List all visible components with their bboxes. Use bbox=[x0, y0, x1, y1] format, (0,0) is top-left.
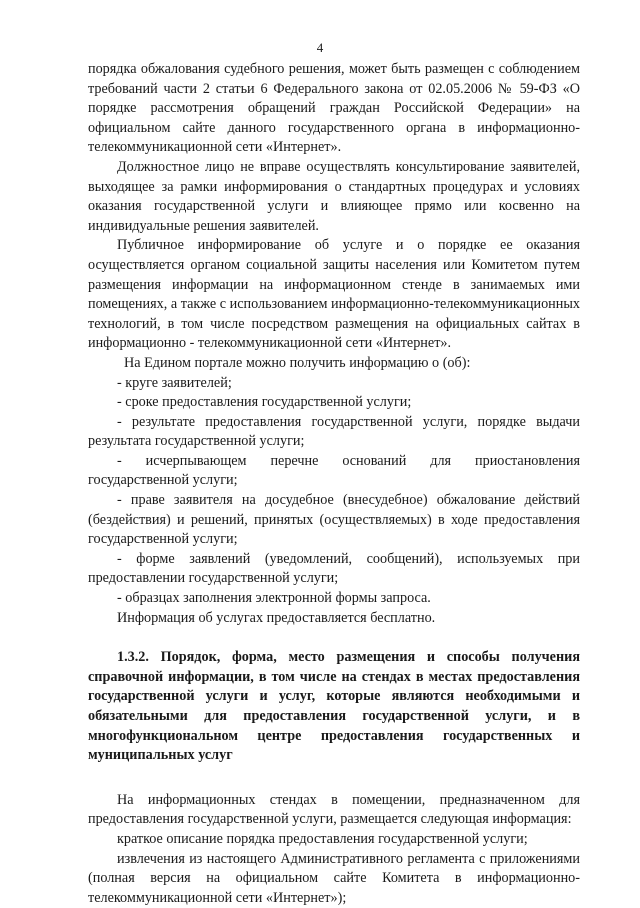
portal-info-list bbox=[88, 374, 580, 609]
section-heading-1-3-2: 1.3.2. Порядок, форма, место размещения и способы получения справочной информации, в том числе на стендах в местах предоставления государственной услуги и услуг, которые являются необходимыми и обязательными для предоставления государственной услуги, и в многофункциональном центре предоставления государственных и муниципальных услуг bbox=[88, 649, 580, 764]
paragraph-official-restriction: Должностное лицо не вправе осуществлять консультирование заявителей, выходящее за рамки информирования о стандартных процедурах и условиях оказания государственной услуги и влияющее прямо или косвенно на индивидуальные решения заявителей. bbox=[88, 158, 580, 234]
paragraph-info-stands: На информационных стендах в помещении, предназначенном для предоставления государственной услуги, размещается следующая информация: bbox=[88, 791, 580, 828]
list-item: - праве заявителя на досудебное (внесудебное) обжалование действий (бездействия) и решений, принятых (осуществляемых) в ходе предоставления государственной услуги; bbox=[88, 492, 580, 548]
spacer bbox=[88, 766, 580, 791]
list-item: - форме заявлений (уведомлений, сообщений), используемых при предоставлении государственной услуги; bbox=[88, 550, 580, 587]
paragraph-unified-portal: На Едином портале можно получить информацию о (об): bbox=[124, 354, 471, 371]
list-item: - результате предоставления государственной услуги, порядке выдачи результата государственной услуги; bbox=[88, 413, 580, 450]
list-item: - образцах заполнения электронной формы запроса. bbox=[117, 590, 431, 607]
paragraph-appeal-procedure: порядка обжалования судебного решения, может быть размещен с соблюдением требований части 2 статьи 6 Федерального закона от 02.05.2006 № 59-ФЗ «О порядке рассмотрения обращений граждан Российской Федерации» на официальном сайте данного государственного органа в информационно-телекоммуникационной сети «Интернет». bbox=[88, 61, 580, 156]
list-item: - сроке предоставления государственной услуги; bbox=[117, 394, 412, 411]
paragraph-brief-description: краткое описание порядка предоставления государственной услуги; bbox=[117, 830, 528, 847]
list-item: - круге заявителей; bbox=[117, 374, 232, 391]
spacer bbox=[88, 628, 580, 648]
paragraph-regulation-extracts: извлечения из настоящего Административного регламента с приложениями (полная версия на официальном сайте Комитета в информационно-телекоммуникационной сети «Интернет»); bbox=[88, 850, 580, 906]
paragraph-public-informing: Публичное информирование об услуге и о порядке ее оказания осуществляется органом социальной защиты населения или Комитетом путем размещения информации на информационном стенде в занимаемых ими помещениях, а также с использованием информационно-телекоммуникационных технологий, в том числе посредством размещения на официальных сайтах в информационно - телекоммуникационной сети «Интернет». bbox=[88, 237, 580, 352]
paragraph-free-information: Информация об услугах предоставляется бесплатно. bbox=[117, 609, 436, 626]
list-item: - исчерпывающем перечне оснований для приостановления государственной услуги; bbox=[88, 452, 580, 489]
document-body bbox=[88, 60, 580, 908]
page-number: 4 bbox=[316, 40, 324, 55]
